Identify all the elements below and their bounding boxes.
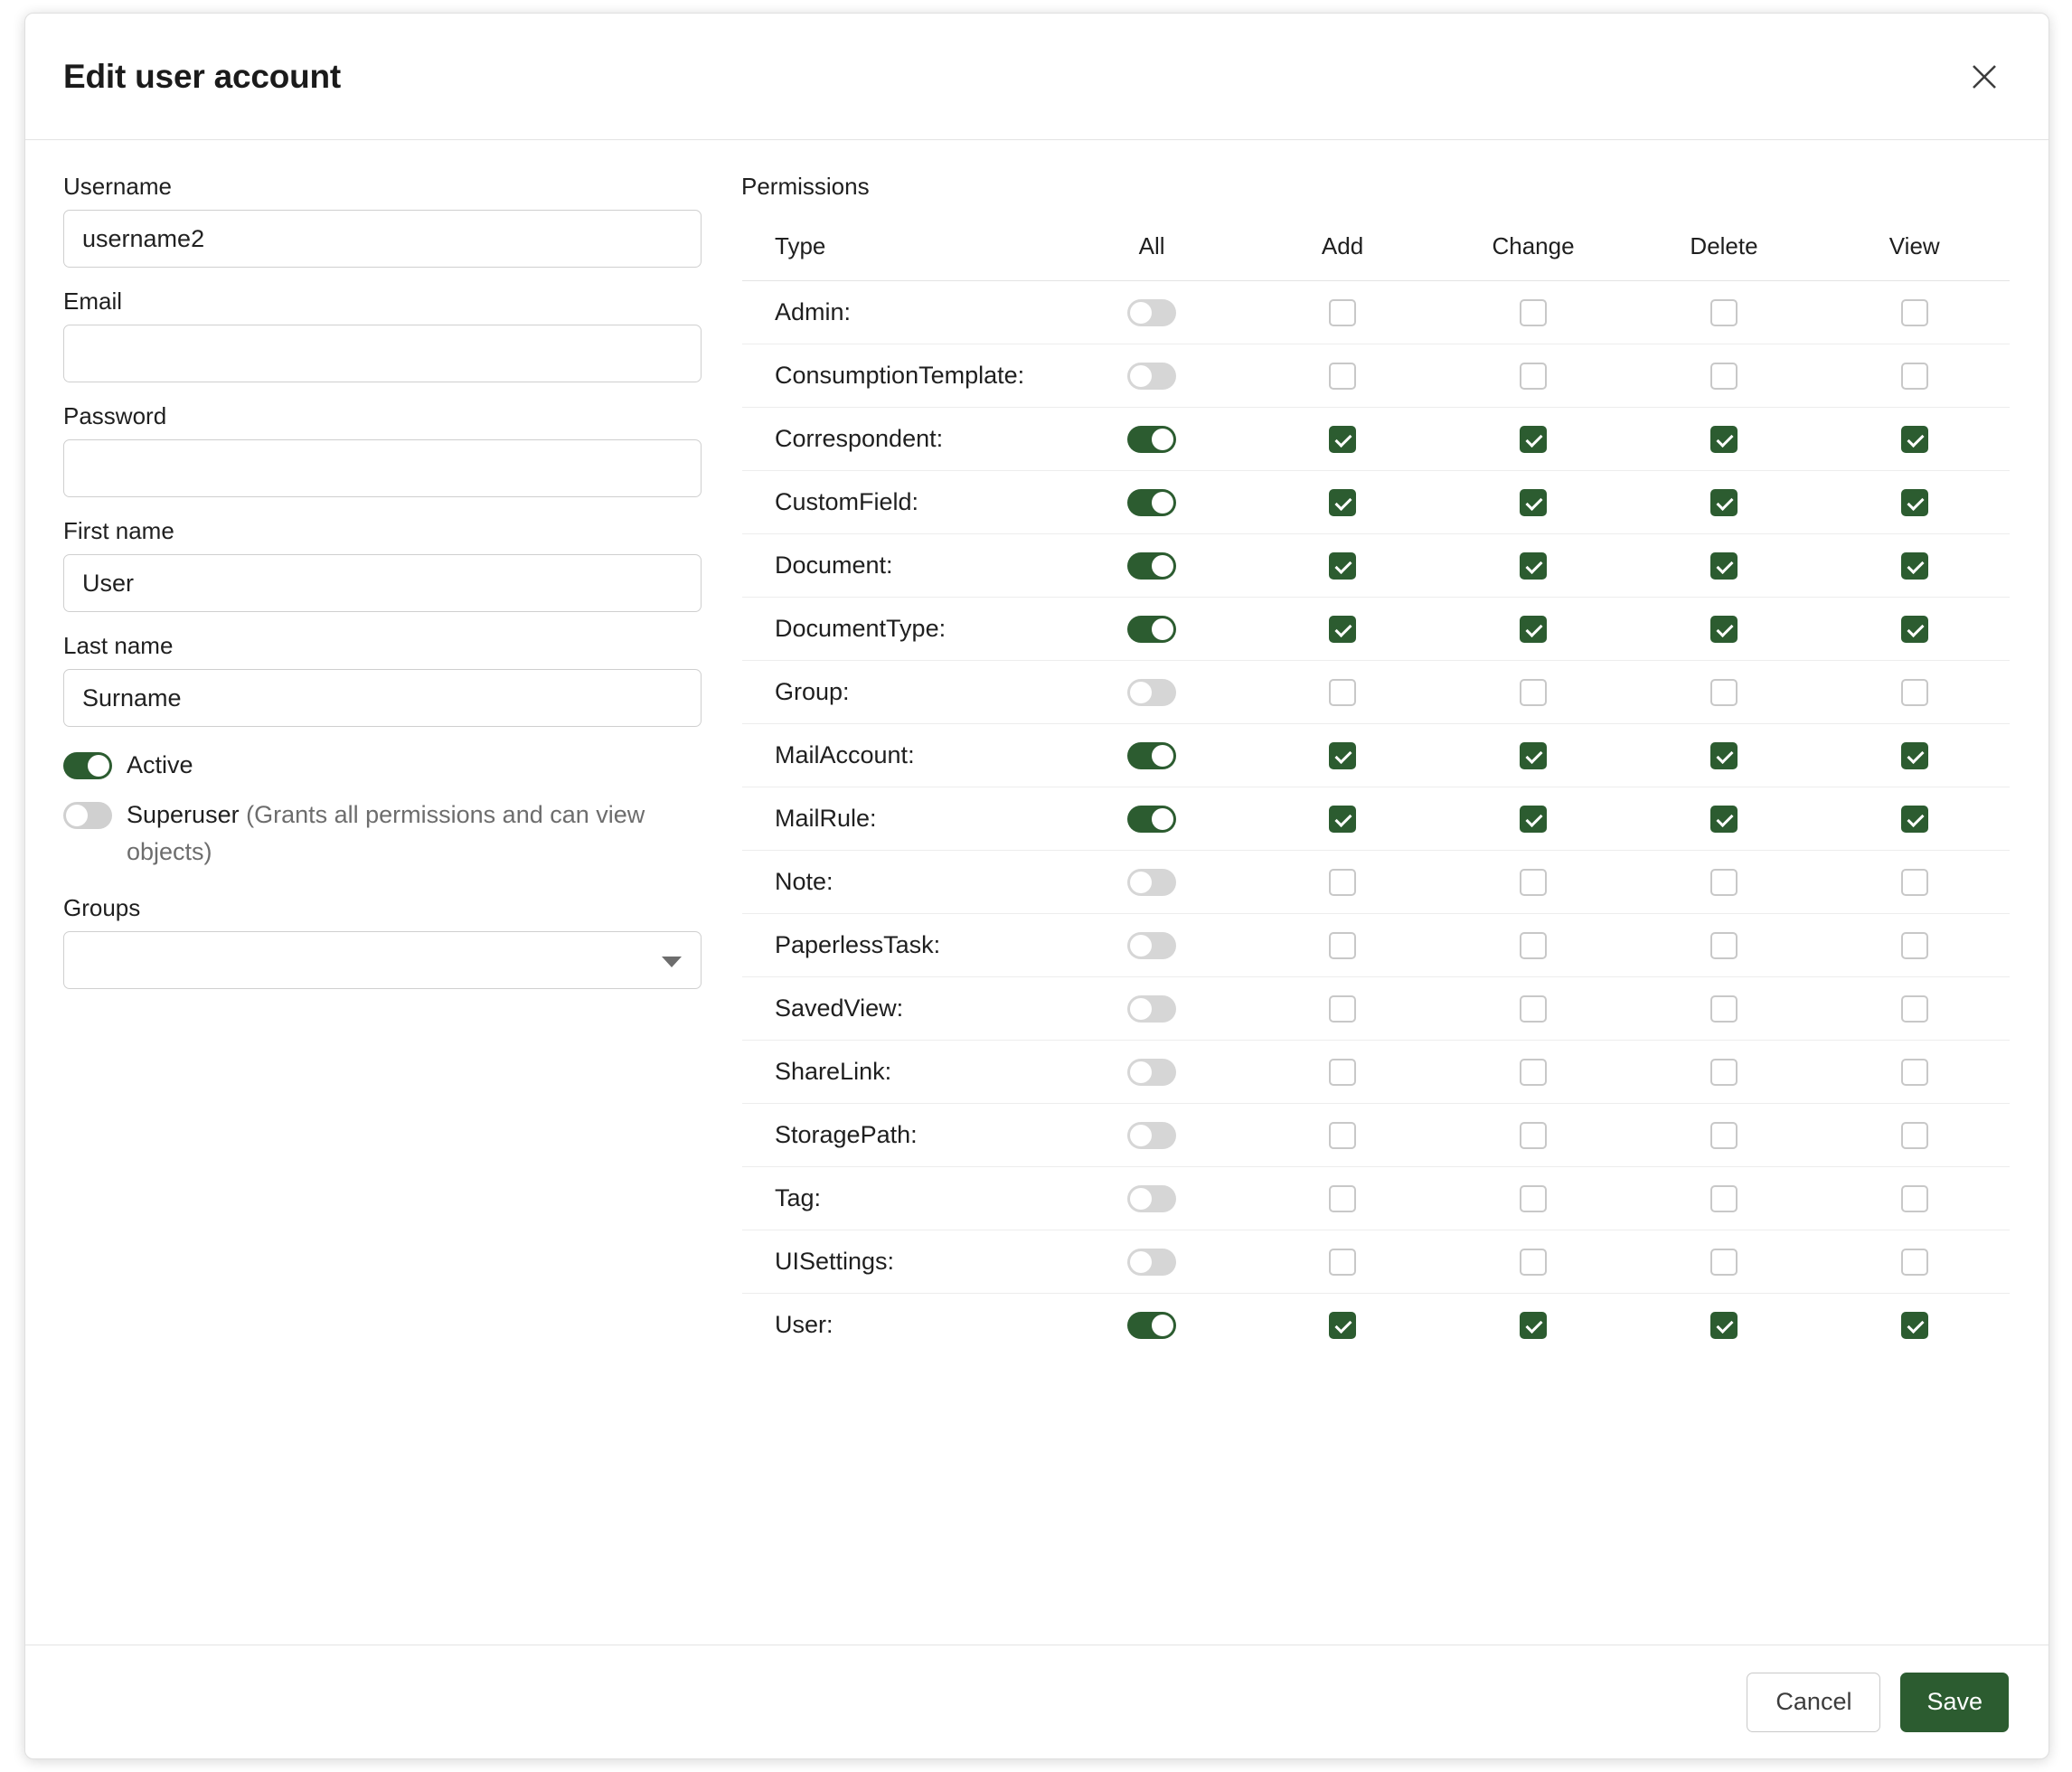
permission-view-checkbox[interactable] bbox=[1901, 1312, 1928, 1339]
permission-delete-cell bbox=[1629, 1167, 1820, 1230]
permission-change-cell bbox=[1438, 724, 1629, 787]
permission-type-label: User: bbox=[742, 1294, 1057, 1357]
permission-change-checkbox[interactable] bbox=[1520, 742, 1547, 769]
permission-add-checkbox[interactable] bbox=[1329, 616, 1356, 643]
permission-change-cell bbox=[1438, 661, 1629, 724]
permission-view-checkbox[interactable] bbox=[1901, 552, 1928, 580]
permission-view-checkbox[interactable] bbox=[1901, 1059, 1928, 1086]
password-field-block bbox=[63, 402, 702, 497]
groups-field-block bbox=[63, 894, 702, 989]
permission-all-toggle[interactable] bbox=[1127, 363, 1176, 390]
permission-type-label: Note: bbox=[742, 851, 1057, 914]
groups-select[interactable] bbox=[63, 931, 702, 989]
permission-change-cell bbox=[1438, 787, 1629, 851]
permission-change-checkbox[interactable] bbox=[1520, 1122, 1547, 1149]
permission-add-checkbox[interactable] bbox=[1329, 1059, 1356, 1086]
last-name-input[interactable] bbox=[63, 669, 702, 727]
permission-delete-checkbox[interactable] bbox=[1710, 1122, 1738, 1149]
permission-all-cell bbox=[1057, 281, 1248, 344]
dialog-footer bbox=[25, 1645, 2048, 1758]
permission-delete-cell bbox=[1629, 1294, 1820, 1357]
permission-delete-checkbox[interactable] bbox=[1710, 552, 1738, 580]
username-label: Username bbox=[63, 173, 172, 200]
permission-view-cell bbox=[1819, 281, 2010, 344]
permission-all-cell bbox=[1057, 661, 1248, 724]
permission-add-cell bbox=[1248, 1167, 1438, 1230]
permission-all-toggle[interactable] bbox=[1127, 1122, 1176, 1149]
table-row bbox=[742, 914, 2011, 977]
permission-type-label: SavedView: bbox=[742, 977, 1057, 1041]
permissions-table-head bbox=[742, 212, 2011, 281]
superuser-toggle-row bbox=[63, 796, 702, 871]
permissions-table-body bbox=[742, 281, 2011, 1357]
permission-delete-cell bbox=[1629, 281, 1820, 344]
permission-delete-checkbox[interactable] bbox=[1710, 1312, 1738, 1339]
permission-change-cell bbox=[1438, 1104, 1629, 1167]
permission-change-checkbox[interactable] bbox=[1520, 363, 1547, 390]
permission-add-cell bbox=[1248, 724, 1438, 787]
last-name-field-block bbox=[63, 632, 702, 727]
permission-all-toggle[interactable] bbox=[1127, 995, 1176, 1023]
permissions-table bbox=[741, 212, 2011, 1357]
permission-delete-cell bbox=[1629, 598, 1820, 661]
permission-type-label: PaperlessTask: bbox=[742, 914, 1057, 977]
permission-view-cell bbox=[1819, 534, 2010, 598]
permission-change-cell bbox=[1438, 1230, 1629, 1294]
permission-view-cell bbox=[1819, 661, 2010, 724]
permission-add-checkbox[interactable] bbox=[1329, 489, 1356, 516]
permission-add-cell bbox=[1248, 344, 1438, 408]
permission-type-label: UISettings: bbox=[742, 1230, 1057, 1294]
permission-view-checkbox[interactable] bbox=[1901, 995, 1928, 1023]
permission-all-cell bbox=[1057, 851, 1248, 914]
permission-change-checkbox[interactable] bbox=[1520, 489, 1547, 516]
table-row bbox=[742, 724, 2011, 787]
permission-add-cell bbox=[1248, 1041, 1438, 1104]
permission-delete-cell bbox=[1629, 344, 1820, 408]
permission-all-toggle[interactable] bbox=[1127, 426, 1176, 453]
permission-all-toggle[interactable] bbox=[1127, 932, 1176, 959]
permission-add-checkbox[interactable] bbox=[1329, 1312, 1356, 1339]
permission-delete-cell bbox=[1629, 914, 1820, 977]
column-header-add: Add bbox=[1248, 212, 1438, 281]
permission-add-checkbox[interactable] bbox=[1329, 426, 1356, 453]
permission-delete-cell bbox=[1629, 1104, 1820, 1167]
permission-delete-cell bbox=[1629, 408, 1820, 471]
permission-add-checkbox[interactable] bbox=[1329, 806, 1356, 833]
permission-add-cell bbox=[1248, 471, 1438, 534]
permission-add-checkbox[interactable] bbox=[1329, 679, 1356, 706]
permission-view-cell bbox=[1819, 851, 2010, 914]
permission-delete-checkbox[interactable] bbox=[1710, 616, 1738, 643]
permission-type-label: CustomField: bbox=[742, 471, 1057, 534]
permission-view-cell bbox=[1819, 1104, 2010, 1167]
permission-delete-cell bbox=[1629, 1230, 1820, 1294]
permission-delete-cell bbox=[1629, 977, 1820, 1041]
permission-all-cell bbox=[1057, 1294, 1248, 1357]
permission-change-checkbox[interactable] bbox=[1520, 995, 1547, 1023]
permission-type-label: MailRule: bbox=[742, 787, 1057, 851]
permission-add-cell bbox=[1248, 661, 1438, 724]
permission-delete-checkbox[interactable] bbox=[1710, 742, 1738, 769]
dialog-title: Edit user account bbox=[63, 57, 342, 95]
column-header-view: View bbox=[1819, 212, 2010, 281]
permission-all-toggle[interactable] bbox=[1127, 1059, 1176, 1086]
permission-delete-checkbox[interactable] bbox=[1710, 363, 1738, 390]
permission-view-checkbox[interactable] bbox=[1901, 616, 1928, 643]
permissions-section bbox=[741, 173, 2011, 1617]
permission-change-cell bbox=[1438, 1041, 1629, 1104]
permission-change-cell bbox=[1438, 281, 1629, 344]
permission-change-cell bbox=[1438, 1294, 1629, 1357]
permission-view-checkbox[interactable] bbox=[1901, 426, 1928, 453]
permission-type-label: Group: bbox=[742, 661, 1057, 724]
permission-view-checkbox[interactable] bbox=[1901, 742, 1928, 769]
permission-add-checkbox[interactable] bbox=[1329, 1249, 1356, 1276]
table-row bbox=[742, 344, 2011, 408]
permission-all-toggle[interactable] bbox=[1127, 742, 1176, 769]
permission-add-checkbox[interactable] bbox=[1329, 299, 1356, 326]
permission-all-cell bbox=[1057, 598, 1248, 661]
permission-delete-checkbox[interactable] bbox=[1710, 932, 1738, 959]
permission-type-label: DocumentType: bbox=[742, 598, 1057, 661]
permission-view-checkbox[interactable] bbox=[1901, 1249, 1928, 1276]
permission-add-checkbox[interactable] bbox=[1329, 932, 1356, 959]
permission-view-checkbox[interactable] bbox=[1901, 489, 1928, 516]
permission-view-cell bbox=[1819, 977, 2010, 1041]
permission-view-checkbox[interactable] bbox=[1901, 679, 1928, 706]
permission-delete-checkbox[interactable] bbox=[1710, 1059, 1738, 1086]
permission-all-cell bbox=[1057, 1230, 1248, 1294]
permission-all-cell bbox=[1057, 1104, 1248, 1167]
permissions-title: Permissions bbox=[741, 173, 870, 200]
permission-add-checkbox[interactable] bbox=[1329, 552, 1356, 580]
permission-all-cell bbox=[1057, 471, 1248, 534]
permission-type-label: StoragePath: bbox=[742, 1104, 1057, 1167]
dialog-body bbox=[25, 140, 2048, 1645]
permission-view-cell bbox=[1819, 914, 2010, 977]
permission-delete-checkbox[interactable] bbox=[1710, 426, 1738, 453]
first-name-field-block bbox=[63, 517, 702, 612]
permission-view-checkbox[interactable] bbox=[1901, 932, 1928, 959]
permission-all-toggle[interactable] bbox=[1127, 489, 1176, 516]
permission-delete-cell bbox=[1629, 787, 1820, 851]
permission-all-cell bbox=[1057, 724, 1248, 787]
permission-all-cell bbox=[1057, 914, 1248, 977]
permission-change-checkbox[interactable] bbox=[1520, 1185, 1547, 1212]
permission-delete-cell bbox=[1629, 534, 1820, 598]
permission-add-checkbox[interactable] bbox=[1329, 869, 1356, 896]
permission-change-cell bbox=[1438, 344, 1629, 408]
permission-add-checkbox[interactable] bbox=[1329, 1122, 1356, 1149]
permission-all-cell bbox=[1057, 787, 1248, 851]
superuser-label-wrap bbox=[127, 796, 669, 871]
permission-change-checkbox[interactable] bbox=[1520, 299, 1547, 326]
permission-type-label: MailAccount: bbox=[742, 724, 1057, 787]
permission-all-cell bbox=[1057, 1167, 1248, 1230]
permission-add-cell bbox=[1248, 598, 1438, 661]
permission-add-cell bbox=[1248, 1104, 1438, 1167]
password-input[interactable] bbox=[63, 439, 702, 497]
permission-delete-checkbox[interactable] bbox=[1710, 1249, 1738, 1276]
permission-delete-checkbox[interactable] bbox=[1710, 679, 1738, 706]
permission-add-cell bbox=[1248, 977, 1438, 1041]
edit-user-dialog bbox=[24, 13, 2049, 1759]
permission-change-checkbox[interactable] bbox=[1520, 1312, 1547, 1339]
permission-change-cell bbox=[1438, 471, 1629, 534]
permission-all-toggle[interactable] bbox=[1127, 679, 1176, 706]
table-row bbox=[742, 598, 2011, 661]
superuser-hint: (Grants all permissions and can view objects) bbox=[127, 801, 645, 865]
active-toggle[interactable] bbox=[63, 752, 112, 779]
permission-add-cell bbox=[1248, 787, 1438, 851]
superuser-label: Superuser bbox=[127, 801, 240, 828]
permission-type-label: ConsumptionTemplate: bbox=[742, 344, 1057, 408]
permission-all-toggle[interactable] bbox=[1127, 1249, 1176, 1276]
permission-view-cell bbox=[1819, 1041, 2010, 1104]
close-icon[interactable] bbox=[1960, 52, 2009, 101]
permission-view-cell bbox=[1819, 471, 2010, 534]
permission-view-cell bbox=[1819, 1294, 2010, 1357]
permission-view-cell bbox=[1819, 1230, 2010, 1294]
permission-delete-checkbox[interactable] bbox=[1710, 995, 1738, 1023]
table-row bbox=[742, 1104, 2011, 1167]
permission-all-toggle[interactable] bbox=[1127, 552, 1176, 580]
permission-view-checkbox[interactable] bbox=[1901, 869, 1928, 896]
permission-type-label: Correspondent: bbox=[742, 408, 1057, 471]
permission-change-cell bbox=[1438, 914, 1629, 977]
permissions-header-row bbox=[742, 212, 2011, 281]
permission-all-toggle[interactable] bbox=[1127, 869, 1176, 896]
table-row bbox=[742, 851, 2011, 914]
table-row bbox=[742, 977, 2011, 1041]
table-row bbox=[742, 1294, 2011, 1357]
first-name-label: First name bbox=[63, 517, 174, 544]
permission-change-cell bbox=[1438, 408, 1629, 471]
permission-change-cell bbox=[1438, 977, 1629, 1041]
permission-all-cell bbox=[1057, 534, 1248, 598]
permission-view-checkbox[interactable] bbox=[1901, 363, 1928, 390]
permission-all-cell bbox=[1057, 1041, 1248, 1104]
permission-all-toggle[interactable] bbox=[1127, 806, 1176, 833]
permission-delete-checkbox[interactable] bbox=[1710, 869, 1738, 896]
permission-view-cell bbox=[1819, 1167, 2010, 1230]
permission-change-cell bbox=[1438, 851, 1629, 914]
permission-view-cell bbox=[1819, 344, 2010, 408]
permission-all-toggle[interactable] bbox=[1127, 1185, 1176, 1212]
active-label: Active bbox=[127, 751, 193, 778]
table-row bbox=[742, 534, 2011, 598]
permission-add-checkbox[interactable] bbox=[1329, 995, 1356, 1023]
permission-all-toggle[interactable] bbox=[1127, 616, 1176, 643]
permission-change-checkbox[interactable] bbox=[1520, 932, 1547, 959]
permission-type-label: Tag: bbox=[742, 1167, 1057, 1230]
permission-change-checkbox[interactable] bbox=[1520, 552, 1547, 580]
active-toggle-row bbox=[63, 747, 702, 784]
permission-add-cell bbox=[1248, 1230, 1438, 1294]
permission-add-checkbox[interactable] bbox=[1329, 1185, 1356, 1212]
permission-view-checkbox[interactable] bbox=[1901, 1185, 1928, 1212]
permission-change-checkbox[interactable] bbox=[1520, 1249, 1547, 1276]
permission-delete-cell bbox=[1629, 1041, 1820, 1104]
permission-add-cell bbox=[1248, 851, 1438, 914]
table-row bbox=[742, 1041, 2011, 1104]
first-name-input[interactable] bbox=[63, 554, 702, 612]
permission-type-label: Document: bbox=[742, 534, 1057, 598]
permission-change-checkbox[interactable] bbox=[1520, 426, 1547, 453]
permission-view-cell bbox=[1819, 724, 2010, 787]
column-header-all: All bbox=[1057, 212, 1248, 281]
permission-all-cell bbox=[1057, 977, 1248, 1041]
permission-all-toggle[interactable] bbox=[1127, 299, 1176, 326]
permission-delete-checkbox[interactable] bbox=[1710, 299, 1738, 326]
permission-delete-cell bbox=[1629, 724, 1820, 787]
permission-change-checkbox[interactable] bbox=[1520, 1059, 1547, 1086]
permission-add-cell bbox=[1248, 534, 1438, 598]
groups-select-wrap bbox=[63, 931, 702, 989]
table-row bbox=[742, 661, 2011, 724]
superuser-toggle[interactable] bbox=[63, 802, 112, 829]
dialog-header bbox=[25, 14, 2048, 140]
permission-view-checkbox[interactable] bbox=[1901, 299, 1928, 326]
permission-add-checkbox[interactable] bbox=[1329, 363, 1356, 390]
table-row bbox=[742, 281, 2011, 344]
permission-change-checkbox[interactable] bbox=[1520, 869, 1547, 896]
permission-add-cell bbox=[1248, 914, 1438, 977]
permission-add-cell bbox=[1248, 1294, 1438, 1357]
permission-all-cell bbox=[1057, 344, 1248, 408]
table-row bbox=[742, 787, 2011, 851]
permission-change-checkbox[interactable] bbox=[1520, 679, 1547, 706]
permission-change-checkbox[interactable] bbox=[1520, 806, 1547, 833]
last-name-label: Last name bbox=[63, 632, 174, 659]
email-label: Email bbox=[63, 287, 123, 315]
permission-change-cell bbox=[1438, 598, 1629, 661]
email-field-block bbox=[63, 287, 702, 382]
groups-label: Groups bbox=[63, 894, 141, 921]
password-label: Password bbox=[63, 402, 167, 429]
permission-add-cell bbox=[1248, 408, 1438, 471]
permission-change-cell bbox=[1438, 1167, 1629, 1230]
permission-change-cell bbox=[1438, 534, 1629, 598]
table-row bbox=[742, 1167, 2011, 1230]
table-row bbox=[742, 408, 2011, 471]
permission-delete-cell bbox=[1629, 661, 1820, 724]
permission-view-cell bbox=[1819, 787, 2010, 851]
permission-delete-checkbox[interactable] bbox=[1710, 489, 1738, 516]
permission-change-checkbox[interactable] bbox=[1520, 616, 1547, 643]
permission-view-checkbox[interactable] bbox=[1901, 1122, 1928, 1149]
permission-delete-checkbox[interactable] bbox=[1710, 806, 1738, 833]
permission-view-cell bbox=[1819, 598, 2010, 661]
cancel-button[interactable]: Cancel bbox=[1747, 1673, 1880, 1732]
user-details-form bbox=[63, 173, 702, 1617]
permission-all-toggle[interactable] bbox=[1127, 1312, 1176, 1339]
permission-type-label: ShareLink: bbox=[742, 1041, 1057, 1104]
permission-view-cell bbox=[1819, 408, 2010, 471]
permission-add-cell bbox=[1248, 281, 1438, 344]
save-button[interactable]: Save bbox=[1900, 1673, 2009, 1732]
permission-delete-checkbox[interactable] bbox=[1710, 1185, 1738, 1212]
permission-delete-cell bbox=[1629, 851, 1820, 914]
email-input[interactable] bbox=[63, 325, 702, 382]
column-header-delete: Delete bbox=[1629, 212, 1820, 281]
permission-view-checkbox[interactable] bbox=[1901, 806, 1928, 833]
username-field-block bbox=[63, 173, 702, 268]
permission-delete-cell bbox=[1629, 471, 1820, 534]
table-row bbox=[742, 471, 2011, 534]
column-header-type: Type bbox=[742, 212, 1057, 281]
column-header-change: Change bbox=[1438, 212, 1629, 281]
permission-all-cell bbox=[1057, 408, 1248, 471]
permission-type-label: Admin: bbox=[742, 281, 1057, 344]
permission-add-checkbox[interactable] bbox=[1329, 742, 1356, 769]
table-row bbox=[742, 1230, 2011, 1294]
username-input[interactable] bbox=[63, 210, 702, 268]
